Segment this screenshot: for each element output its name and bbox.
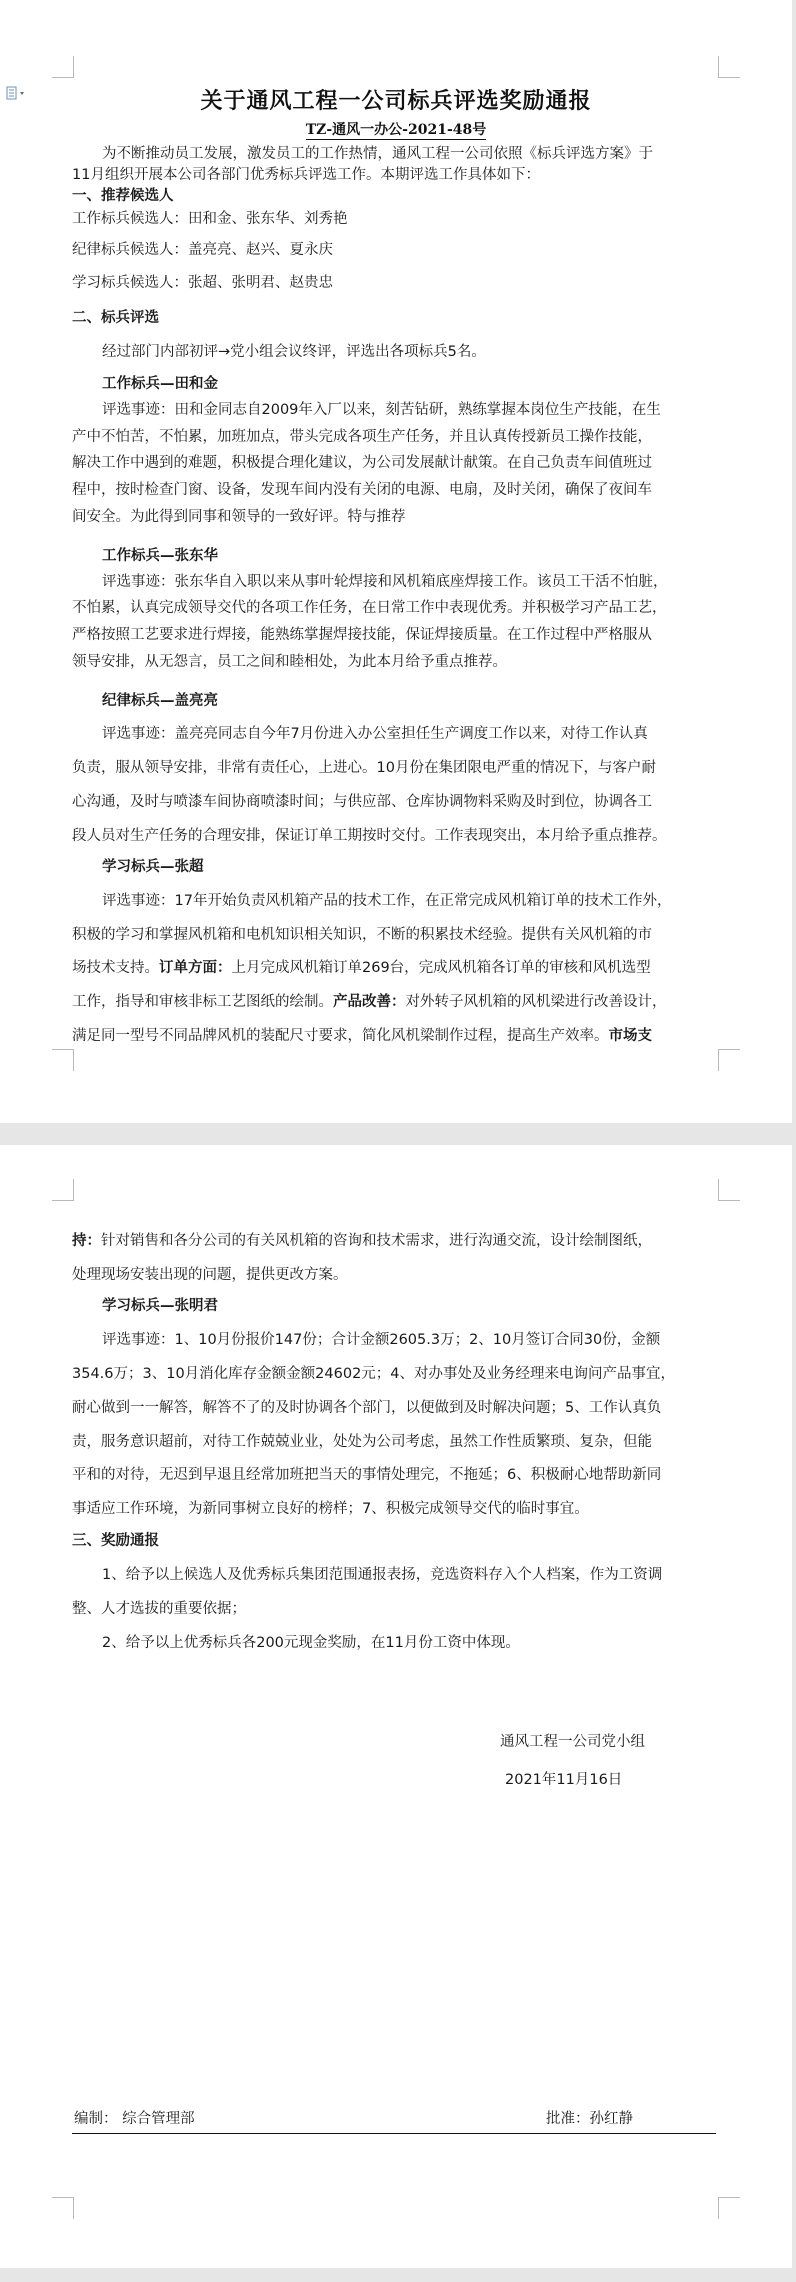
body-line: 评选事迹：田和金同志自2009年入厂以来，刻苦钻研，熟练掌握本岗位生产技能，在生: [102, 402, 661, 418]
editor-label: 编制： 综合管理部: [74, 2111, 195, 2127]
body-bold-text: 产品改善：: [333, 994, 406, 1010]
body-line: [72, 992, 667, 1013]
crop-mark: [52, 1179, 74, 1201]
crop-mark: [718, 2197, 740, 2219]
body-line: 程中，按时检查门窗、设备，发现车间内没有关闭的电源、电扇，及时关闭，确保了夜间车: [72, 482, 652, 498]
body-line: 心沟通，及时与喷漆车间协商喷漆时间；与供应部、仓库协调物料采购及时到位，协调各工: [72, 794, 652, 810]
section-heading: 三、奖励通报: [72, 1533, 159, 1549]
body-line: 1、给予以上候选人及优秀标兵集团范围通报表扬，竞选资料存入个人档案，作为工资调: [102, 1567, 663, 1583]
body-line: 耐心做到一一解答，解答不了的及时协调各个部门，以便做到及时解决问题；5、工作认真负: [72, 1400, 662, 1416]
body-text: 对外转子风机箱的风机梁进行改善设计，: [405, 994, 667, 1010]
body-line: 严格按照工艺要求进行焊接，能熟练掌握焊接技能，保证焊接质量。在工作过程中严格服从: [72, 627, 652, 643]
body-line: 处理现场安装出现的问题，提供更改方案。: [72, 1267, 348, 1283]
document-number-text: TZ-通风一办公-2021-48号: [305, 122, 487, 138]
award-heading: 学习标兵—张明君: [102, 1298, 218, 1314]
signature-date: 2021年11月16日: [505, 1772, 623, 1788]
approver-label: 批准：孙红静: [546, 2111, 633, 2127]
crop-mark: [718, 1049, 740, 1071]
body-line: 评选事迹：17年开始负责风机箱产品的技术工作，在正常完成风机箱订单的技术工作外，: [102, 893, 672, 909]
document-page-2: [0, 1145, 792, 2268]
award-heading: 工作标兵—田和金: [102, 376, 218, 392]
body-text: 上月完成风机箱订单269台，完成风机箱各订单的审核和风机选型: [231, 960, 651, 976]
body-bold-text: 订单方面：: [159, 960, 232, 976]
candidate-line: 工作标兵候选人：田和金、张东华、刘秀艳: [72, 211, 348, 227]
crop-mark: [718, 56, 740, 78]
body-line: 评选事迹：盖亮亮同志自今年7月份进入办公室担任生产调度工作以来，对待工作认真: [102, 726, 648, 742]
crop-mark: [52, 2197, 74, 2219]
body-line: 积极的学习和掌握风机箱和电机知识相关知识，不断的积累技术经验。提供有关风机箱的市: [72, 927, 652, 943]
body-text: 针对销售和各分公司的有关风机箱的咨询和技术需求，进行沟通交流，设计绘制图纸，: [101, 1233, 652, 1249]
intro-line: 11月组织开展本公司各部门优秀标兵评选工作。本期评选工作具体如下：: [72, 167, 540, 183]
body-text: 场技术支持。: [72, 960, 159, 976]
document-number: [0, 119, 792, 139]
body-line: 经过部门内部初评→党小组会议终评，评选出各项标兵5名。: [102, 344, 486, 360]
body-line: 2、给予以上优秀标兵各200元现金奖励，在11月份工资中体现。: [102, 1635, 520, 1651]
body-line: 评选事迹：张东华自入职以来从事叶轮焊接和风机箱底座焊接工作。该员工干活不怕脏，: [102, 574, 668, 590]
signature-org: 通风工程一公司党小组: [500, 1734, 645, 1750]
body-line: 平和的对待，无迟到早退且经常加班把当天的事情处理完，不拖延；6、积极耐心地帮助新同: [72, 1467, 662, 1483]
body-line: 354.6万；3、10月消化库存金额金额24602元；4、对办事处及业务经理来电询问产品事宜，: [72, 1366, 676, 1382]
body-line: 产中不怕苦，不怕累，加班加点，带头完成各项生产任务，并且认真传授新员工操作技能，: [72, 429, 652, 445]
body-line: 事适应工作环境，为新同事树立良好的榜样；7、积极完成领导交代的临时事宜。: [72, 1501, 589, 1517]
body-line: 整、人才选拔的重要依据；: [72, 1601, 246, 1617]
body-line: [72, 1026, 652, 1047]
candidate-line: 学习标兵候选人：张超、张明君、赵贵忠: [72, 275, 333, 291]
award-heading: 学习标兵—张超: [102, 859, 204, 875]
body-line: 不怕累，认真完成领导交代的各项工作任务，在日常工作中表现优秀。并积极学习产品工艺，: [72, 600, 667, 616]
body-text: 满足同一型号不同品牌风机的装配尺寸要求，简化风机梁制作过程，提高生产效率。: [72, 1028, 609, 1044]
crop-mark: [52, 56, 74, 78]
crop-mark: [52, 1049, 74, 1071]
intro-line: 为不断推动员工发展，激发员工的工作热情，通风工程一公司依照《标兵评选方案》于: [102, 146, 653, 162]
body-line: 段人员对生产任务的合理安排，保证订单工期按时交付。工作表现突出，本月给予重点推荐。: [72, 828, 667, 844]
body-line: 领导安排，从无怨言，员工之间和睦相处，为此本月给予重点推荐。: [72, 654, 507, 670]
crop-mark: [718, 1179, 740, 1201]
body-line: 责，服务意识超前，对待工作兢兢业业，处处为公司考虑，虽然工作性质繁琐、复杂，但能: [72, 1434, 652, 1450]
body-line: 间安全。为此得到同事和领导的一致好评。特与推荐: [72, 509, 406, 525]
signature-underline: [72, 2133, 716, 2134]
section-heading: 一、推荐候选人: [72, 188, 174, 204]
body-line: [72, 958, 651, 979]
body-line: 负责，服从领导安排，非常有责任心，上进心。10月份在集团限电严重的情况下，与客户耐: [72, 760, 656, 776]
body-line: 评选事迹：1、10月份报价147份；合计金额2605.3万；2、10月签订合同30份，金额: [102, 1332, 661, 1348]
document-page-1: [0, 0, 792, 1123]
body-line: 解决工作中遇到的难题，积极提合理化建议，为公司发展献计献策。在自己负责车间值班过: [72, 455, 652, 471]
candidate-line: 纪律标兵候选人：盖亮亮、赵兴、夏永庆: [72, 242, 333, 258]
award-heading: 工作标兵—张东华: [102, 548, 218, 564]
body-bold-text: 市场支: [608, 1028, 652, 1044]
award-heading: 纪律标兵—盖亮亮: [102, 693, 218, 709]
section-heading: 二、标兵评选: [72, 310, 159, 326]
body-line: [72, 1231, 652, 1252]
body-text: 工作，指导和审核非标工艺图纸的绘制。: [72, 994, 333, 1010]
document-title: 关于通风工程一公司标兵评选奖励通报: [200, 88, 592, 114]
body-bold-text: 持：: [72, 1233, 101, 1249]
